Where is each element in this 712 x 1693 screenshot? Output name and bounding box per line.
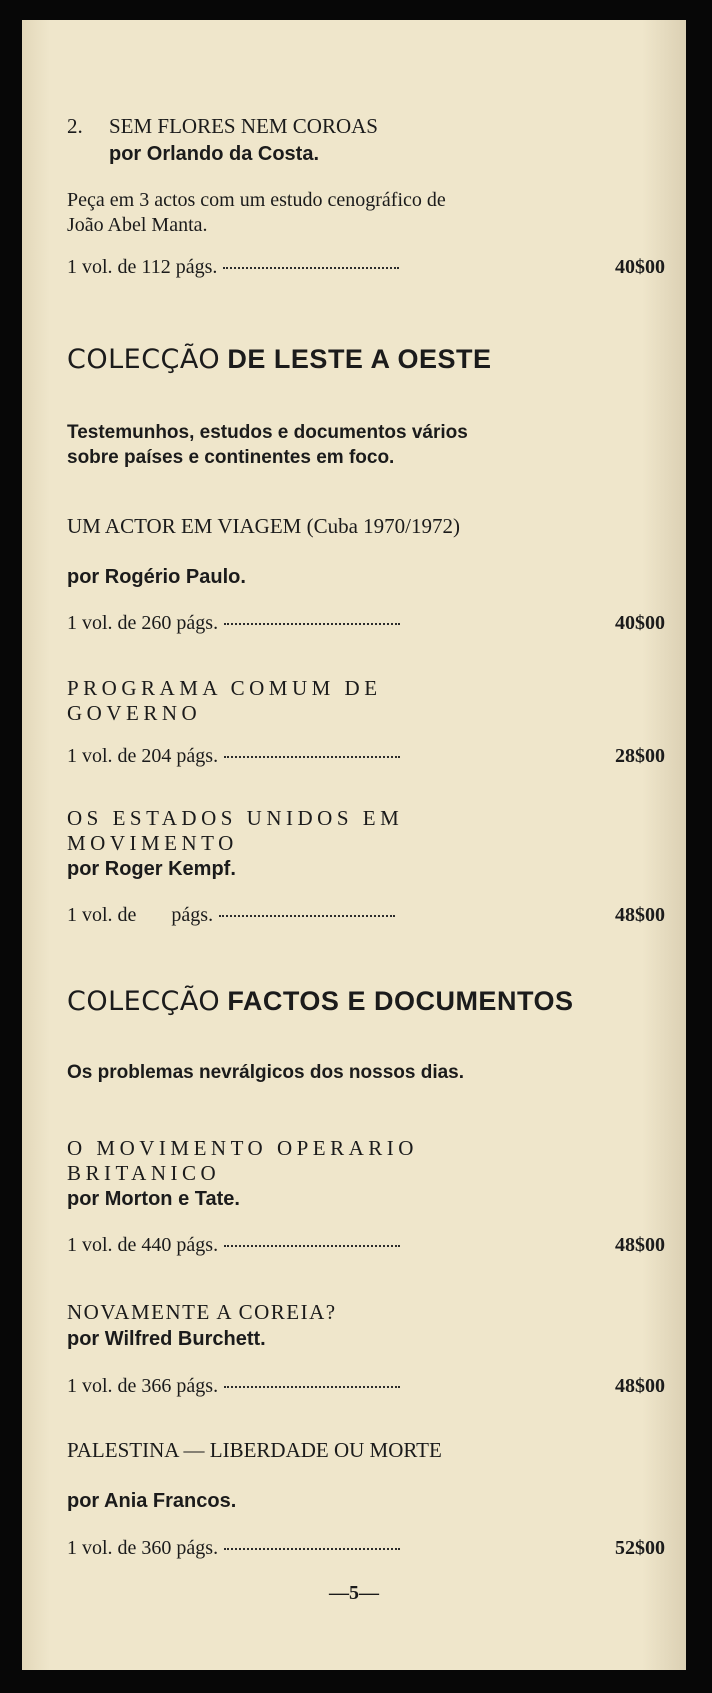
price: 52$00 — [615, 1537, 665, 1559]
book-title: O MOVIMENTO OPERARIO BRITANICO — [67, 1136, 418, 1185]
price-line — [67, 256, 665, 279]
price-line — [67, 612, 665, 635]
volume-info: 1 vol. de 260 págs. — [67, 612, 219, 634]
book-title: UM ACTOR EM VIAGEM (Cuba 1970/1972) — [67, 514, 460, 538]
price: 48$00 — [615, 1375, 665, 1397]
price: 28$00 — [615, 745, 665, 767]
section-description: Testemunhos, estudos e documentos vários sobre países e continentes em foco. — [67, 422, 468, 468]
dot-leader — [224, 756, 400, 758]
volume-info: 1 vol. de 112 págs. — [67, 256, 218, 278]
price-line — [67, 1537, 665, 1560]
book-title: PALESTINA — LIBERDADE OU MORTE — [67, 1438, 442, 1462]
price: 40$00 — [615, 256, 665, 278]
book-title: OS ESTADOS UNIDOS EM MOVIMENTO — [67, 806, 404, 855]
book-author: por Ania Francos. — [67, 1490, 237, 1512]
book-title: NOVAMENTE A COREIA? — [67, 1300, 337, 1324]
volume-info: 1 vol. de 360 págs. — [67, 1537, 219, 1559]
section-heading: COLECÇÃO FACTOS E DOCUMENTOS — [67, 986, 574, 1017]
volume-info: 1 vol. de 204 págs. — [67, 745, 219, 767]
price-line — [67, 1375, 665, 1398]
dot-leader — [224, 1245, 400, 1247]
price-line — [67, 904, 665, 927]
dot-leader — [223, 267, 399, 269]
volume-info: 1 vol. de págs. — [67, 904, 214, 926]
book-author: por Morton e Tate. — [67, 1188, 240, 1210]
price: 40$00 — [615, 612, 665, 634]
item-title: 2. SEM FLORES NEM COROAS — [67, 114, 378, 138]
price: 48$00 — [615, 904, 665, 926]
section-heading: COLECÇÃO DE LESTE A OESTE — [67, 344, 492, 375]
book-author: por Roger Kempf. — [67, 858, 236, 880]
book-author: por Wilfred Burchett. — [67, 1328, 266, 1350]
price: 48$00 — [615, 1234, 665, 1256]
dot-leader — [224, 623, 400, 625]
book-title: PROGRAMA COMUM DE GOVERNO — [67, 676, 382, 725]
catalog-page — [22, 20, 686, 1670]
item-description: Peça em 3 actos com um estudo cenográfico de João Abel Manta. — [67, 189, 446, 236]
dot-leader — [224, 1386, 400, 1388]
dot-leader — [224, 1548, 400, 1550]
volume-info: 1 vol. de 440 págs. — [67, 1234, 219, 1256]
item-author: por Orlando da Costa. — [109, 143, 320, 165]
book-author: por Rogério Paulo. — [67, 566, 246, 588]
price-line — [67, 1234, 665, 1257]
section-description: Os problemas nevrálgicos dos nossos dias. — [67, 1062, 465, 1083]
dot-leader — [219, 915, 395, 917]
page-number: —5— — [329, 1582, 379, 1604]
price-line — [67, 745, 665, 768]
volume-info: 1 vol. de 366 págs. — [67, 1375, 219, 1397]
